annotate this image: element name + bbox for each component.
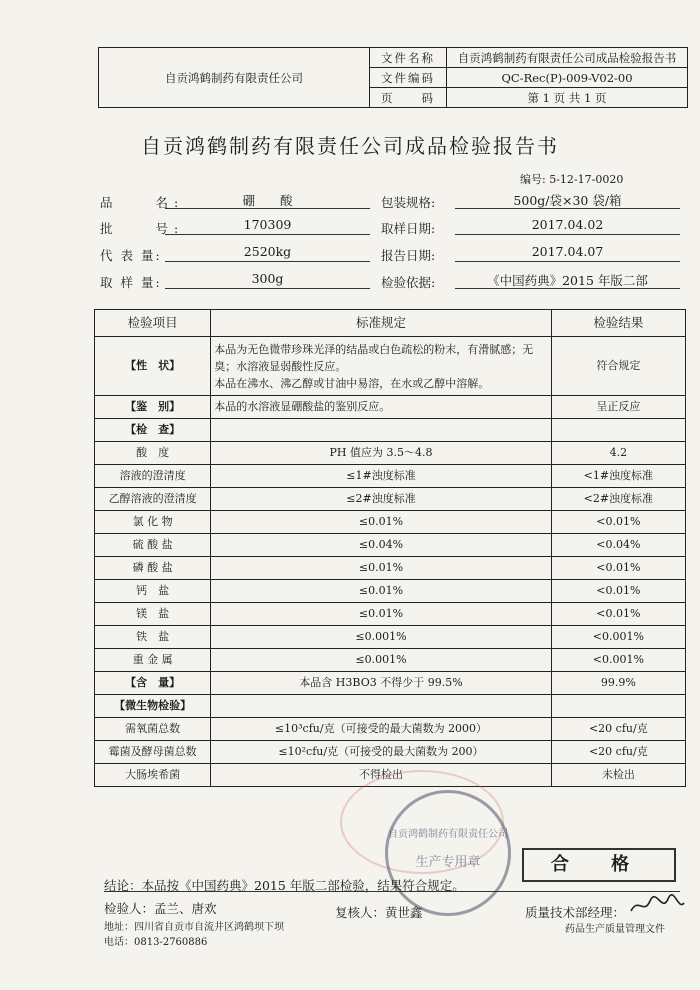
header-label-filecode: 文件编码 (370, 68, 447, 88)
cell-item: 乙醇溶液的澄清度 (95, 488, 211, 511)
cell-std: ≤10²cfu/克（可接受的最大菌数为 200） (211, 741, 551, 764)
seal-text: 自贡鸿鹤制药有限责任公司 (388, 829, 508, 840)
table-row (95, 465, 686, 488)
cell-std: ≤0.01% (211, 580, 551, 603)
table-row (95, 626, 686, 649)
cell-result: <0.001% (551, 626, 685, 649)
cell-std: ≤0.01% (211, 511, 551, 534)
table-row (95, 695, 686, 718)
cell-result: 呈正反应 (551, 396, 685, 419)
sample-date-value: 2017.04.02 (455, 217, 680, 235)
table-header-row (95, 310, 686, 337)
cell-std: ≤2#浊度标准 (211, 488, 551, 511)
manager-signature (628, 893, 686, 917)
table-row (95, 534, 686, 557)
cell-item: 溶液的澄清度 (95, 465, 211, 488)
character-standard (211, 337, 551, 396)
cell-result: <0.01% (551, 511, 685, 534)
cell-item: 大肠埃希菌 (95, 764, 211, 787)
cell-item: 磷 酸 盐 (95, 557, 211, 580)
cell-item: 铁 盐 (95, 626, 211, 649)
sample-qty-value: 300g (165, 271, 370, 289)
cell-std: 本品的水溶液显硼酸盐的鉴别反应。 (211, 396, 551, 419)
page-title: 自贡鸿鹤制药有限责任公司成品检验报告书 (141, 134, 559, 158)
sample-date-label: 取样日期: (381, 221, 436, 236)
header-item: 检验项目 (95, 310, 211, 337)
cell-std: PH 值应为 3.5～4.8 (211, 442, 551, 465)
character-standard-line2: 本品在沸水、沸乙醇或甘油中易溶，在水或乙醇中溶解。 (214, 376, 490, 390)
cell-result: <1#浊度标准 (551, 465, 685, 488)
report-date-label: 报告日期: (381, 248, 436, 263)
cell-item: 霉菌及酵母菌总数 (95, 741, 211, 764)
qty-value: 2520kg (165, 244, 370, 262)
table-row (95, 649, 686, 672)
character-result: 符合规定 (551, 337, 685, 396)
cell-item: 【检 查】 (95, 419, 211, 442)
cell-result: <2#浊度标准 (551, 488, 685, 511)
table-row (95, 580, 686, 603)
table-row (95, 557, 686, 580)
header-result: 检验结果 (551, 310, 685, 337)
cell-std: 不得检出 (211, 764, 551, 787)
table-row (95, 488, 686, 511)
cell-result: <0.01% (551, 557, 685, 580)
pass-stamp: 合 格 (522, 848, 676, 882)
inspector: 检验人：孟兰、唐欢 (104, 901, 217, 916)
header-value-page: 第 1 页 共 1 页 (447, 88, 688, 108)
cell-item: 【含 量】 (95, 672, 211, 695)
cell-item: 酸 度 (95, 442, 211, 465)
cell-result: <0.01% (551, 603, 685, 626)
qa-manager: 质量技术部经理： (525, 905, 626, 920)
header-value-filecode: QC-Rec(P)-009-V02-00 (447, 68, 688, 88)
cell-item: 硫 酸 盐 (95, 534, 211, 557)
cell-item: 氯 化 物 (95, 511, 211, 534)
reviewer: 复核人：黄世鑫 (335, 905, 423, 920)
phone: 电话：0813-2760886 (104, 937, 208, 948)
qty-label: 代 表 量: (100, 248, 162, 263)
table-row (95, 442, 686, 465)
header-standard: 标准规定 (211, 310, 551, 337)
cell-item: 需氧菌总数 (95, 718, 211, 741)
cell-std: ≤0.01% (211, 557, 551, 580)
table-row (95, 718, 686, 741)
table-row (95, 603, 686, 626)
cell-std: ≤10³cfu/克（可接受的最大菌数为 2000） (211, 718, 551, 741)
cell-std: ≤0.001% (211, 626, 551, 649)
table-row (95, 419, 686, 442)
table-row (95, 741, 686, 764)
table-row (95, 337, 686, 396)
seal-subtext: 生产专用章 (415, 855, 481, 870)
dept-note: 药品生产质量管理文件 (565, 924, 665, 935)
header-label-filename: 文件名称 (370, 48, 447, 68)
cell-item: 【微生物检验】 (95, 695, 211, 718)
pack-value: 500g/袋×30 袋/箱 (455, 191, 680, 209)
header-label-page: 页 码 (370, 88, 447, 108)
document-number: 编号: 5-12-17-0020 (520, 173, 624, 186)
divider (104, 891, 680, 892)
pack-label: 包装规格: (381, 195, 436, 210)
cell-std (211, 695, 551, 718)
cell-item: 镁 盐 (95, 603, 211, 626)
cell-result: <0.001% (551, 649, 685, 672)
sample-qty-label: 取 样 量: (100, 275, 162, 290)
cell-result: <20 cfu/克 (551, 718, 685, 741)
cell-result: <0.01% (551, 580, 685, 603)
cell-result (551, 695, 685, 718)
cell-std (211, 419, 551, 442)
character-standard-line1: 本品为无色微带珍珠光泽的结晶或白色疏松的粉末，有滑腻感；无臭；水溶液显弱酸性反应。 (214, 342, 534, 373)
batch-label: 批 号: (100, 221, 185, 236)
table-row (95, 672, 686, 695)
info-block (0, 0, 700, 300)
cell-result (551, 419, 685, 442)
cell-std: ≤0.001% (211, 649, 551, 672)
cell-item: 钙 盐 (95, 580, 211, 603)
report-date-value: 2017.04.07 (455, 244, 680, 262)
address: 地址：四川省自贡市自流井区鸿鹤坝下坝 (104, 922, 284, 933)
cell-std: ≤0.04% (211, 534, 551, 557)
cell-result: 未检出 (551, 764, 685, 787)
cell-item: 【鉴 别】 (95, 396, 211, 419)
character-item: 【性 状】 (95, 337, 211, 396)
inspection-table (94, 309, 686, 787)
cell-result: <0.04% (551, 534, 685, 557)
cell-result: 4.2 (551, 442, 685, 465)
table-row (95, 511, 686, 534)
cell-item: 重 金 属 (95, 649, 211, 672)
production-seal (385, 790, 511, 916)
table-row (95, 396, 686, 419)
basis-label: 检验依据: (381, 275, 436, 290)
cell-std: ≤1#浊度标准 (211, 465, 551, 488)
product-label: 品 名: (100, 195, 185, 210)
cell-std: ≤0.01% (211, 603, 551, 626)
cell-result: <20 cfu/克 (551, 741, 685, 764)
product-value: 硼 酸 (165, 191, 370, 209)
header-value-filename: 自贡鸿鹤制药有限责任公司成品检验报告书 (447, 48, 688, 68)
conclusion: 结论：本品按《中国药典》2015 年版二部检验，结果符合规定。 (104, 878, 465, 893)
basis-value: 《中国药典》2015 年版二部 (455, 271, 680, 289)
cell-result: 99.9% (551, 672, 685, 695)
company-name: 自贡鸿鹤制药有限责任公司 (99, 48, 370, 108)
cell-std: 本品含 H3BO3 不得少于 99.5% (211, 672, 551, 695)
batch-value: 170309 (165, 217, 370, 235)
